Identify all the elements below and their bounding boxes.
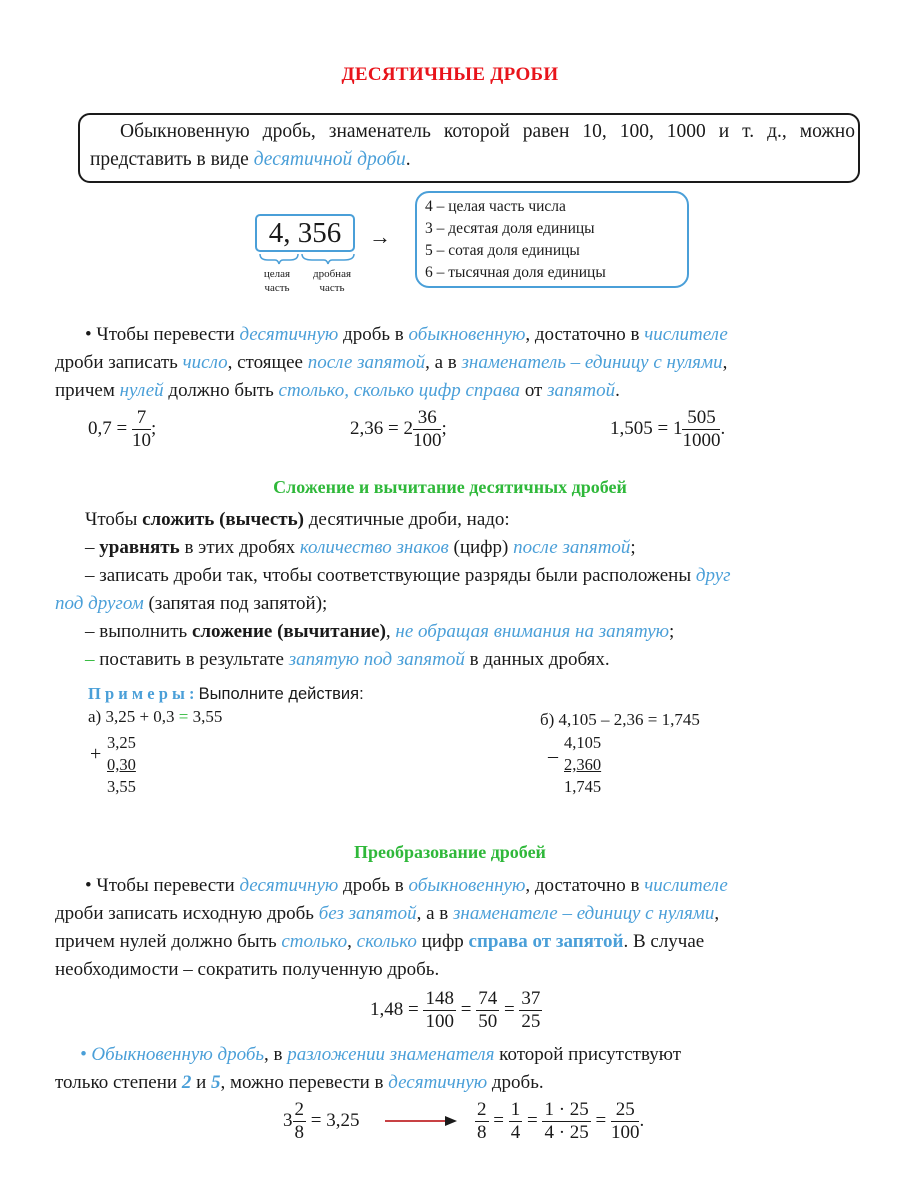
rule-text: ;	[669, 621, 675, 642]
column-number: 4,105	[564, 733, 602, 752]
rule-text: , а в	[416, 903, 453, 924]
example-left: 1,505 = 1	[610, 417, 683, 439]
rule-bold: сложение (вычитание)	[191, 621, 386, 642]
numerator: 37	[521, 988, 541, 1009]
rule-term: десятичную	[388, 1072, 488, 1093]
numerator: 7	[132, 407, 151, 430]
rule-text: , в	[264, 1044, 288, 1065]
rule-text: , достаточно в	[525, 875, 645, 896]
rule-text: , а в	[425, 352, 462, 373]
rule-text: причем нулей должно быть	[55, 931, 282, 952]
rule-term: после запятой	[513, 537, 631, 558]
rule-text: ,	[722, 352, 728, 373]
chain-end: .	[639, 1109, 645, 1131]
rule-text: (запятая под запятой);	[143, 593, 328, 614]
rule-text: должно быть	[163, 380, 279, 401]
rule-text: десятичные дроби, надо:	[304, 509, 510, 530]
rule-term: 5	[211, 1072, 221, 1093]
rule-text: , стоящее	[227, 352, 308, 373]
example-left: 2,36 = 2	[350, 417, 413, 439]
rule-term: не обращая внимания на запятую	[395, 621, 670, 642]
column-result: 1,745	[564, 777, 602, 796]
info-line: 6 – тысячная доля единицы	[425, 264, 606, 281]
numerator: 25	[611, 1099, 640, 1122]
denominator: 1000	[682, 430, 721, 451]
info-line: 4 – целая часть числа	[425, 198, 566, 215]
rule-term: справа от запятой	[468, 931, 624, 952]
fraction	[476, 988, 499, 1033]
rule-term: десятичную	[239, 875, 339, 896]
rule-term: запятую под запятой	[288, 649, 465, 670]
denominator: 100	[610, 1122, 640, 1143]
rule-text: ;	[630, 537, 636, 558]
rule-decimal-to-common	[55, 321, 885, 405]
rule-text: только степени	[55, 1072, 182, 1093]
rule-term: 2	[181, 1072, 192, 1093]
denominator: 8	[294, 1122, 304, 1143]
example-decimal-0-7	[88, 407, 156, 452]
denominator: 100	[425, 1011, 454, 1032]
column-number: 3,25	[107, 733, 136, 752]
rule-text: – выполнить	[85, 621, 192, 642]
example-1-48	[370, 988, 542, 1033]
decimal-number-box: 4, 356	[255, 214, 355, 252]
rule-text: дроби записать	[55, 352, 183, 373]
numerator: 148	[425, 988, 454, 1009]
rule-text: дробь в	[338, 875, 409, 896]
numerator: 1 · 25	[544, 1099, 589, 1120]
rule-term: обыкновенную	[408, 324, 526, 345]
whole-label-line: целая	[263, 268, 291, 280]
rule-bullet: •	[80, 1044, 92, 1065]
conversion-rule	[55, 872, 885, 984]
numerator: 505	[682, 407, 720, 430]
example-decimal-2-36	[350, 407, 447, 452]
fraction	[423, 988, 456, 1033]
definition-part: Обыкновенную дробь, знаменатель которой равен 10, 100, 1000 и т. д., можно представить в виде	[90, 121, 855, 170]
rule-text: • Чтобы перевести	[85, 324, 240, 345]
numerator: 1	[510, 1099, 521, 1120]
rule-common-to-decimal	[55, 1041, 885, 1097]
fraction	[293, 1099, 307, 1144]
rule-text: причем	[55, 380, 120, 401]
example-left: 1,48 =	[370, 998, 419, 1020]
whole-part: 3	[283, 1109, 293, 1131]
rule-text: . В случае	[623, 931, 705, 952]
info-line: 3 – десятая доля единицы	[425, 220, 595, 237]
rule-term: столько, сколько цифр справа	[278, 380, 521, 401]
equals: =	[493, 1109, 504, 1131]
fraction-chain	[475, 1099, 644, 1144]
rule-text: необходимости – сократить полученную дробь.	[55, 959, 440, 980]
rule-text: дроби записать исходную дробь	[55, 903, 319, 924]
rule-text: в этих дробях	[179, 537, 300, 558]
rule-term: знаменателе – единицу с нулями	[453, 903, 715, 924]
denominator: 4	[510, 1122, 521, 1143]
rule-text: ,	[714, 903, 720, 924]
rule-term: Обыкновенную дробь	[91, 1044, 265, 1065]
equals: =	[460, 998, 472, 1020]
rule-text: которой присутствуют	[494, 1044, 682, 1065]
numerator: 2	[477, 1099, 487, 1120]
rule-text: ,	[385, 621, 396, 642]
fraction	[682, 407, 720, 452]
whole-part-label	[255, 267, 299, 295]
rule-text: и	[191, 1072, 211, 1093]
example-a-line	[88, 707, 222, 727]
rule-text: от	[520, 380, 548, 401]
definition-text	[90, 118, 855, 174]
rule-text: поставить в результате	[94, 649, 289, 670]
denominator: 25	[521, 1011, 541, 1032]
rule-term: знаменатель – единицу с нулями	[461, 352, 723, 373]
denominator: 10	[131, 430, 151, 451]
rule-text: , можно перевести в	[220, 1072, 389, 1093]
fraction	[542, 1099, 590, 1144]
rule-term: сколько	[356, 931, 417, 952]
example-end: .	[720, 417, 726, 439]
numerator: 2	[294, 1099, 304, 1120]
rule-text: ,	[347, 931, 357, 952]
fraction-label-line: дробная	[312, 268, 352, 280]
info-line: 5 – сотая доля единицы	[425, 242, 580, 259]
example-text: 3,55	[188, 707, 223, 726]
fraction	[509, 1099, 523, 1144]
rule-bold: уравнять	[99, 537, 180, 558]
rule-term: без запятой	[318, 903, 417, 924]
rule-term: количество знаков	[299, 537, 449, 558]
equals-result: = 3,25	[310, 1109, 360, 1131]
rule-term: после запятой	[307, 352, 426, 373]
long-arrow-icon	[385, 1114, 459, 1128]
definition-term: десятичной дроби	[253, 149, 406, 170]
section-heading-addition: Сложение и вычитание десятичных дробей	[273, 477, 627, 497]
rule-text: в данных дробях.	[464, 649, 610, 670]
rule-text: (цифр)	[448, 537, 514, 558]
equals: =	[503, 998, 515, 1020]
example-end: ;	[441, 417, 447, 439]
example-equals: =	[178, 707, 189, 726]
column-subtraction	[564, 732, 601, 798]
numerator: 36	[413, 407, 442, 430]
rule-term: числителе	[644, 875, 728, 896]
example-text: а) 3,25 + 0,3	[88, 707, 179, 726]
rule-term: число	[182, 352, 228, 373]
rule-text: цифр	[416, 931, 469, 952]
minus-sign: –	[548, 745, 558, 767]
rule-dash: –	[85, 649, 95, 670]
section-heading-conversion: Преобразование дробей	[354, 842, 546, 862]
equals: =	[526, 1109, 538, 1131]
denominator: 100	[412, 430, 442, 451]
fraction	[519, 988, 542, 1033]
rule-text: , достаточно в	[525, 324, 645, 345]
whole-label-line: часть	[264, 282, 290, 294]
rule-term: числителе	[644, 324, 728, 345]
example-left: 0,7 =	[88, 417, 128, 439]
numerator: 74	[478, 988, 498, 1009]
mixed-number-example	[283, 1099, 359, 1144]
column-number: 2,360	[564, 755, 602, 774]
fraction-label-line: часть	[319, 282, 345, 294]
denominator: 8	[477, 1122, 487, 1143]
fraction	[132, 407, 151, 452]
rule-bold: сложить (вычесть)	[142, 509, 305, 530]
definition-end: .	[405, 149, 411, 170]
fraction	[413, 407, 442, 452]
fraction	[611, 1099, 640, 1144]
brace-icon	[258, 252, 358, 266]
rule-term: обыкновенную	[408, 875, 526, 896]
rule-term: нулей	[119, 380, 164, 401]
fraction-part-label	[304, 267, 360, 295]
arrow-icon: →	[369, 224, 391, 249]
rule-term: десятичную	[239, 324, 339, 345]
rule-text: дробь.	[487, 1072, 544, 1093]
rule-term: под другом	[55, 593, 144, 614]
rule-text: .	[615, 380, 620, 401]
rule-text: – записать дроби так, чтобы соответствующие разряды были расположены	[85, 565, 696, 586]
plus-sign: +	[90, 743, 102, 765]
rule-term: столько	[281, 931, 348, 952]
example-decimal-1-505	[610, 407, 725, 452]
example-b-line: б) 4,105 – 2,36 = 1,745	[540, 710, 700, 729]
column-result: 3,55	[107, 777, 136, 796]
denominator: 50	[478, 1011, 498, 1032]
column-number: 0,30	[107, 755, 136, 774]
equals: =	[595, 1109, 607, 1131]
examples-label: П р и м е р ы :	[88, 684, 195, 703]
rule-term: запятой	[547, 380, 616, 401]
examples-task: Выполните действия:	[198, 685, 364, 703]
rule-term: разложении знаменателя	[287, 1044, 495, 1065]
example-end: ;	[150, 417, 157, 439]
column-addition	[107, 732, 136, 798]
rule-text: –	[85, 537, 100, 558]
addition-rules	[55, 506, 885, 674]
rule-text: дробь в	[338, 324, 409, 345]
rule-text: Чтобы	[85, 509, 143, 530]
examples-heading	[88, 684, 364, 704]
page-title: ДЕСЯТИЧНЫЕ ДРОБИ	[341, 64, 559, 85]
rule-term: друг	[695, 565, 731, 586]
rule-text: • Чтобы перевести	[85, 875, 240, 896]
fraction	[475, 1099, 489, 1144]
denominator: 4 · 25	[544, 1122, 589, 1143]
